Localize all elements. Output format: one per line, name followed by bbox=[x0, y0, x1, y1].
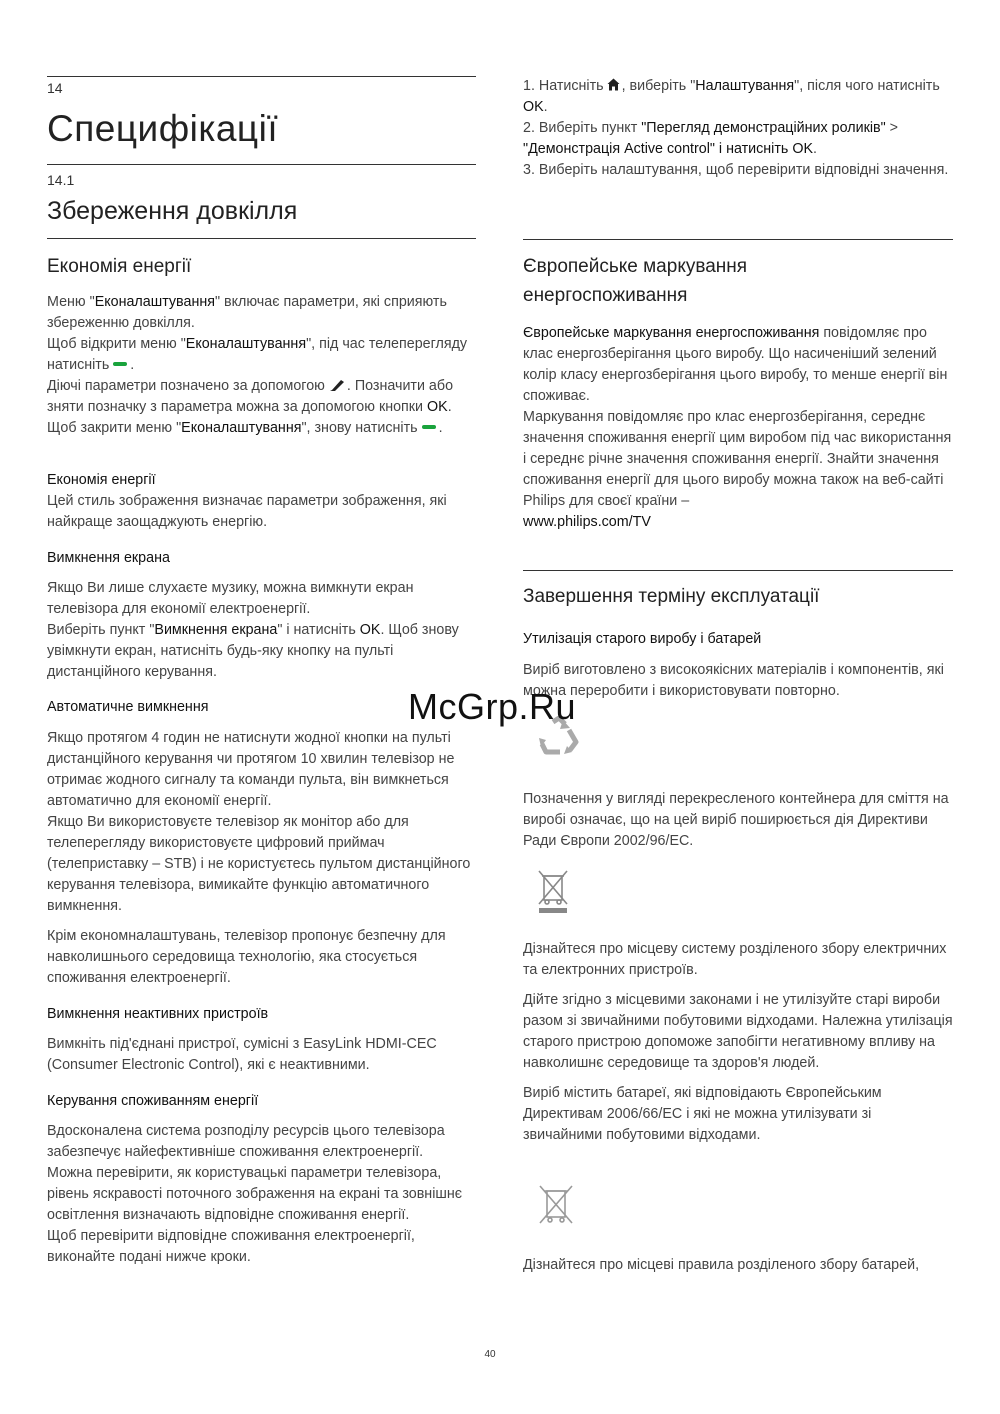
energy-saving-body: Меню "Еконалаштування" включає параметри, які сприяють збереженню довкілля. Щоб відкрити меню "Еконалаштування", під час телеперегляду натисніть . Діючі параметри позначено за допомогою . Позначити або зняти позначку з параметра можна за допомогою кнопки OK. Щоб закрити меню "Еконалаштування", знову натисніть . bbox=[47, 294, 468, 436]
power-mgmt-heading: Керування споживанням енергії bbox=[47, 1093, 259, 1109]
end-of-life-top-rule bbox=[523, 570, 953, 571]
power-mgmt-body: Вдосконалена система розподілу ресурсів цього телевізора забезпечує найефективніше споживання електроенергії. Можна перевірити, як користувацькі параметри телевізора, рівень яскравості поточного зображення на екрані та зовнішнє освітлення визначають відповідне споживання енергії. Щоб перевірити відповідне споживання електроенергії, виконайте подані нижче кроки. bbox=[47, 1123, 463, 1265]
end-of-life-heading: Завершення терміну експлуатації bbox=[523, 586, 820, 607]
screen-off-body: Якщо Ви лише слухаєте музику, можна вимкнути екран телевізора для економії електроенергії. Виберіть пункт "Вимкнення екрана" і натисніть OK. Щоб знову увімкнути екран, натисніть будь-яку кнопку на пульті дистанційного керування. bbox=[47, 580, 459, 680]
steps-list: 1. Натисніть , виберіть "Налаштування", після чого натисніть OK. 2. Виберіть пункт "Перегляд демонстраційних роликів" > "Демонстрація Active control" і натисніть OK. 3. Виберіть налаштування, щоб перевірити відповідні значення. bbox=[523, 78, 949, 178]
watermark: McGrp.Ru bbox=[408, 686, 577, 727]
page-number: 40 bbox=[484, 1349, 496, 1360]
section-top-rule bbox=[47, 164, 476, 165]
eco-pen-icon bbox=[329, 379, 345, 391]
inactive-devices-heading: Вимкнення неактивних пристроїв bbox=[47, 1006, 269, 1022]
disposal-subheading: Утилізація старого виробу і батарей bbox=[523, 631, 762, 647]
chapter-top-rule bbox=[47, 76, 476, 77]
section-title: Збереження довкілля bbox=[47, 197, 298, 225]
auto-off-body: Якщо протягом 4 годин не натиснути жодної кнопки на пульті дистанційного керування чи протягом 10 хвилин телевізор не отримає жодного сигналу та команди пульта, він вимкнеться автоматично для економії енергії. Якщо Ви використовуєте телевізор як монітор або для телеперегляду використовуєте цифровий приймач (телеприставку – STB) і не користуєтесь пультом дистанційного керування телевізора, вимикайте функцію автоматичного вимкнення. Крім економналаштувань, телевізор пропонує безпечну для навколишнього середовища технологію, яка стосується споживання електроенергії. bbox=[47, 730, 471, 986]
eu-label-top-rule bbox=[523, 239, 953, 240]
chapter-title: Специфікації bbox=[47, 108, 279, 149]
energy-saving-heading: Економія енергії bbox=[47, 256, 192, 277]
green-key-icon bbox=[422, 425, 436, 429]
philips-url-link[interactable]: www.philips.com/TV bbox=[523, 514, 651, 530]
crossed-bin-icon bbox=[536, 868, 570, 914]
screen-off-heading: Вимкнення екрана bbox=[47, 550, 170, 566]
green-key-icon bbox=[113, 362, 127, 366]
section-number: 14.1 bbox=[47, 172, 75, 188]
home-icon bbox=[607, 78, 620, 91]
eu-label-body: Європейське маркування енергоспоживання повідомляє про клас енергозберігання цього виробу. Що насиченіший зелений колір класу енергозберігання цього виробу, то менше енергії він споживає. Маркування повідомляє про клас енергозберігання, середнє значення споживання енергії цим виробом під час використання і середнє річне значення споживання енергії. Знайти значення споживання енергії для цього виробу можна також на веб-сайті Philips для своєї країни – www.philips.com/TV bbox=[523, 323, 953, 533]
eco-sub-heading: Економія енергії bbox=[47, 472, 156, 488]
inactive-devices-text: Вимкніть під'єднані пристрої, сумісні з EasyLink HDMI-CEC (Consumer Electronic Control), які є неактивними. bbox=[47, 1036, 437, 1073]
disposal-p2: Позначення у вигляді перекресленого контейнера для сміття на виробі означає, що на цей виріб поширюється дія Директиви Ради Європи 2002/96/EC. bbox=[523, 791, 949, 849]
crossed-battery-bin-icon bbox=[536, 1183, 576, 1227]
disposal-p3-to-p5: Дізнайтеся про місцеву систему розділеного збору електричних та електронних пристроїв. Дійте згідно з місцевими законами і не утилізуйте старі вироби разом зі звичайними побутовими відходами. Належна утилізація старого пристрою допоможе запобігти негативному впливу на навколишнє середовище та здоров'я людей. Виріб містить батареї, які відповідають Європейським Директивам 2006/66/EC і які не можна утилізувати зі звичайними побутовими відходами. bbox=[523, 941, 953, 1143]
eco-sub-text: Цей стиль зображення визначає параметри зображення, які найкраще заощаджують енергію. bbox=[47, 493, 447, 530]
disposal-p6: Дізнайтеся про місцеві правила розділеного збору батарей, bbox=[523, 1257, 920, 1273]
eu-label-heading: Європейське маркування енергоспоживання bbox=[523, 256, 748, 306]
disposal-p1: Виріб виготовлено з високоякісних матеріалів і компонентів, які можна переробити і використовувати повторно. bbox=[523, 662, 944, 699]
section-bottom-rule bbox=[47, 238, 476, 239]
auto-off-heading: Автоматичне вимкнення bbox=[47, 699, 209, 715]
chapter-number: 14 bbox=[47, 80, 63, 96]
